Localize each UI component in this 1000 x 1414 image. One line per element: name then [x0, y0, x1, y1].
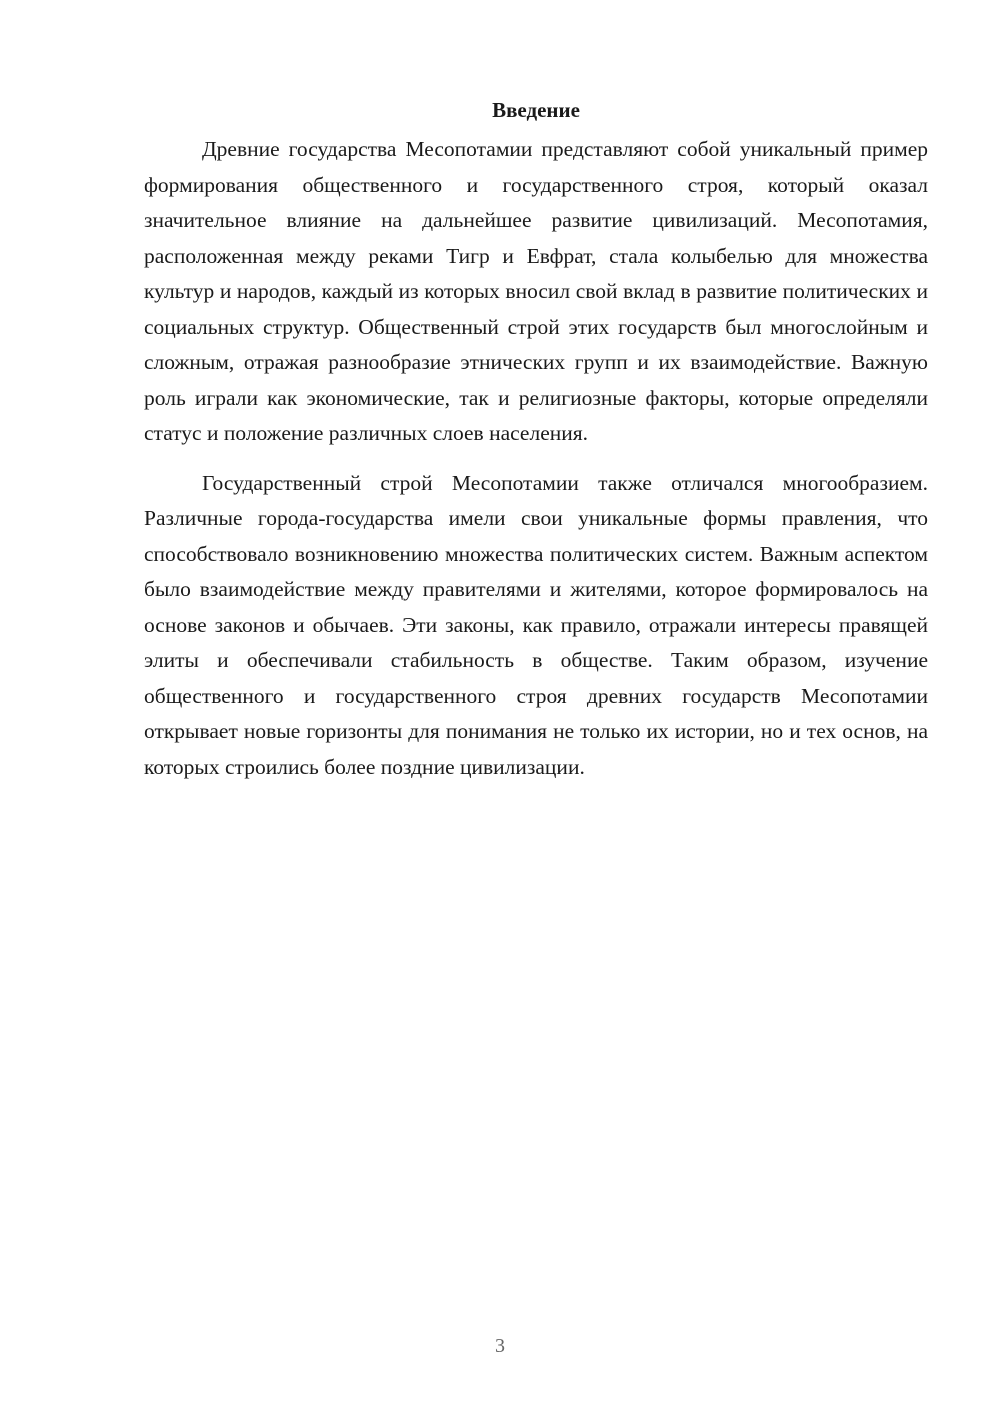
- paragraph-2: Государственный строй Месопотамии также отличался многообразием. Различные города-государства имели свои уникальные формы правления, что способствовало возникновению множества политических систем. Важным аспектом было взаимодействие между правителями и жителями, которое формировалось на основе законов и обычаев. Эти законы, как правило, отражали интересы правящей элиты и обеспечивали стабильность в обществе. Таким образом, изучение общественного и государственного строя древних государств Месопотамии открывает новые горизонты для понимания не только их истории, но и тех основ, на которых строились более поздние цивилизации.: [144, 470, 928, 779]
- section-title: Введение: [492, 98, 580, 122]
- page-number: 3: [495, 1335, 505, 1357]
- page-content: [144, 92, 928, 785]
- paragraph-1: Древние государства Месопотамии представляют собой уникальный пример формирования общественного и государственного строя, который оказал значительное влияние на дальнейшее развитие цивилизаций. Месопотамия, расположенная между реками Тигр и Евфрат, стала колыбелью для множества культур и народов, каждый из которых вносил свой вклад в развитие политических и социальных структур. Общественный строй этих государств был многослойным и сложным, отражая разнообразие этнических групп и их взаимодействие. Важную роль играли как экономические, так и религиозные факторы, которые определяли статус и положение различных слоев населения.: [144, 137, 928, 445]
